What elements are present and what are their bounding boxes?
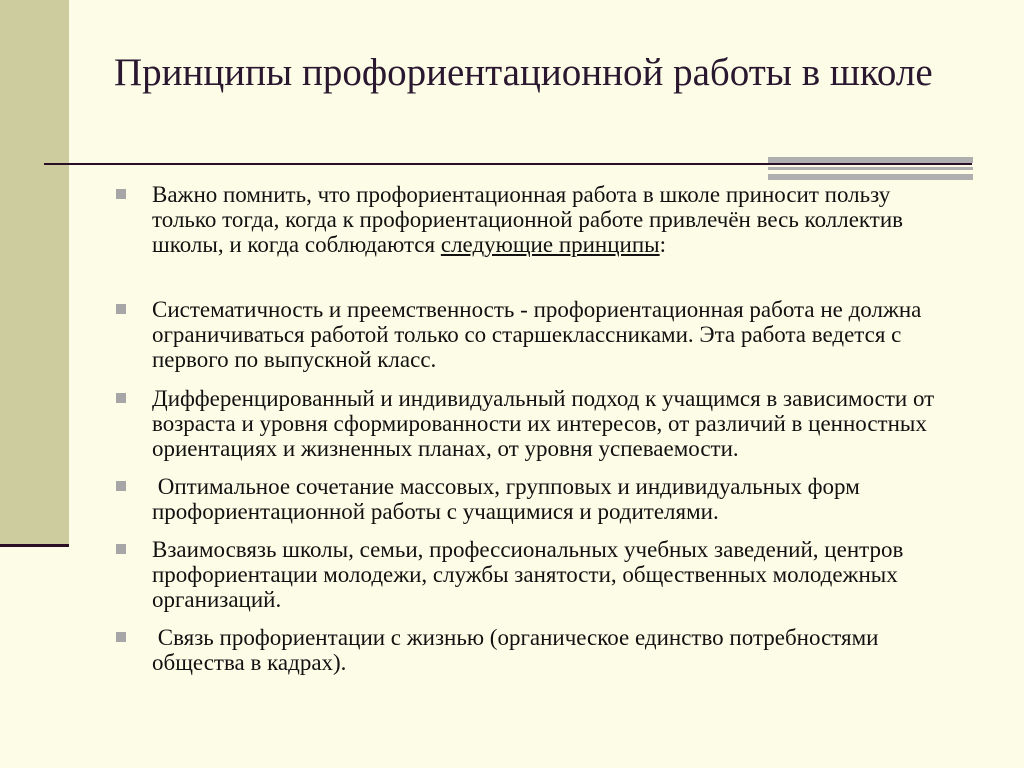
bullet-text-suffix: : [659,232,667,257]
bullet-text: Дифференцированный и индивидуальный подход к учащимся в зависимости от возраста и уровня сформированности их интересов, от различий в ценностных ориентациях и жизненных планах, от уровня успеваемости. [152,386,935,461]
bullet-list [112,182,952,675]
bullet-item-systematic [112,297,952,372]
bullet-text: Систематичность и преемственность - профориентационная работа не должна ограничиваться работой только со старшеклассниками. Эта работа ведется с первого по выпускной класс. [152,297,922,372]
bullet-item-differentiated [112,386,952,461]
square-bullet-icon [116,189,126,199]
bullet-item-life-connection [112,625,952,675]
bullet-text: Связь профориентации с жизнью (органическое единство потребностями общества в кадрах). [152,625,885,675]
bullet-text: Важно помнить, что профориентационная работа в школе приносит пользу только тогда, когда к профориентационной работе привлечён весь коллектив школы, и когда соблюдаются [152,182,904,257]
left-bar-divider [0,544,69,547]
bullet-item-intro [112,182,952,257]
square-bullet-icon [116,632,126,642]
bullet-text: Оптимальное сочетание массовых, групповых и индивидуальных форм профориентационной работы с учащимися и родителями. [152,474,866,524]
title-divider-accent [768,157,973,180]
left-decorative-bar [0,0,69,547]
square-bullet-icon [116,393,126,403]
bullet-item-interconnection [112,537,952,612]
square-bullet-icon [116,304,126,314]
square-bullet-icon [116,544,126,554]
slide-title: Принципы профориентационной работы в школе [114,51,933,94]
bullet-item-optimal [112,474,952,524]
underlined-principles-text: следующие принципы [440,232,660,257]
square-bullet-icon [116,481,126,491]
bullet-text: Взаимосвязь школы, семьи, профессиональных учебных заведений, центров профориентации молодежи, службы занятости, общественных молодежных организаций. [152,537,904,612]
